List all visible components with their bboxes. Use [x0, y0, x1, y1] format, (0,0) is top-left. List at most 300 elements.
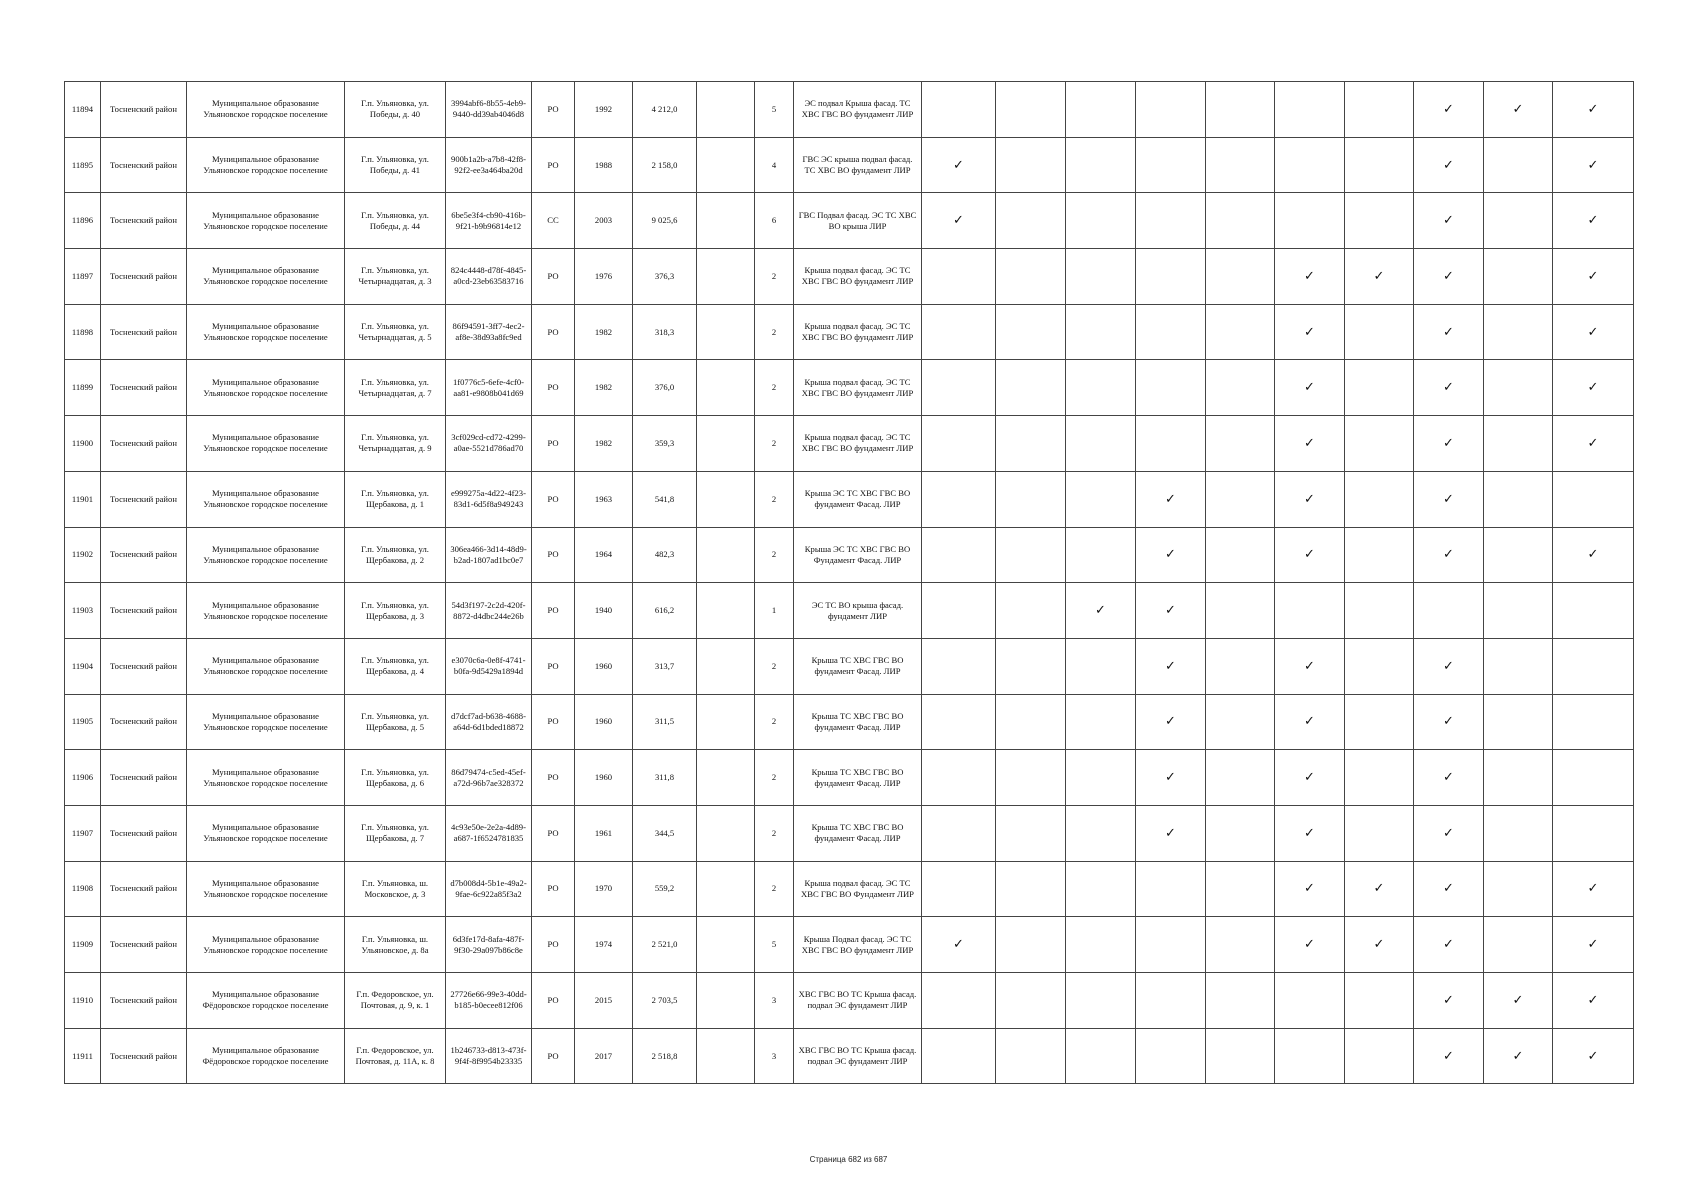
type-cell: РО — [532, 638, 575, 694]
checkmark-icon: ✓ — [1304, 881, 1315, 897]
works-cell: Крыша подвал фасад. ЭС ТС ХВС ГВС ВО фундамент ЛИР — [794, 304, 922, 360]
guid-cell: 54d3f197-2c2d-420f-8872-d4dbc244e26b — [446, 583, 532, 639]
check-cell-7 — [1345, 973, 1414, 1029]
checkmark-icon: ✓ — [1304, 825, 1315, 841]
row-id-cell: 11909 — [65, 917, 101, 973]
check-cell-4 — [1136, 416, 1206, 472]
area-cell: 344,5 — [633, 805, 697, 861]
district-cell: Тосненский район — [101, 694, 187, 750]
address-cell: Г.п. Ульяновка, ш. Ульяновское, д. 8а — [345, 917, 446, 973]
district-cell: Тосненский район — [101, 750, 187, 806]
check-cell-4 — [1136, 82, 1206, 138]
district-cell: Тосненский район — [101, 527, 187, 583]
check-cell-1 — [922, 360, 996, 416]
area-cell: 318,3 — [633, 304, 697, 360]
year-cell: 1970 — [575, 861, 633, 917]
check-cell-8 — [1414, 638, 1484, 694]
empty-cell — [697, 1028, 755, 1084]
empty-cell — [697, 304, 755, 360]
check-cell-8 — [1414, 861, 1484, 917]
address-cell: Г.п. Ульяновка, ул. Четырнадцатая, д. 9 — [345, 416, 446, 472]
check-cell-2 — [996, 249, 1066, 305]
area-cell: 313,7 — [633, 638, 697, 694]
checkmark-icon: ✓ — [1443, 992, 1454, 1008]
floors-cell: 2 — [755, 750, 794, 806]
checkmark-icon: ✓ — [953, 213, 964, 229]
works-cell: Крыша подвал фасад. ЭС ТС ХВС ГВС ВО фундамент ЛИР — [794, 360, 922, 416]
municipality-cell: Муниципальное образование Ульяновское городское поселение — [187, 750, 345, 806]
guid-cell: d7b008d4-5b1e-49a2-9fae-6c922a85f3a2 — [446, 861, 532, 917]
address-cell: Г.п. Ульяновка, ул. Щербакова, д. 1 — [345, 471, 446, 527]
row-id-cell: 11900 — [65, 416, 101, 472]
floors-cell: 2 — [755, 471, 794, 527]
checkmark-icon: ✓ — [1373, 937, 1385, 953]
district-cell: Тосненский район — [101, 304, 187, 360]
floors-cell: 1 — [755, 583, 794, 639]
address-cell: Г.п. Ульяновка, ул. Щербакова, д. 6 — [345, 750, 446, 806]
checkmark-icon: ✓ — [1512, 1048, 1524, 1064]
address-cell: Г.п. Ульяновка, ш. Московское, д. 3 — [345, 861, 446, 917]
municipality-cell: Муниципальное образование Ульяновское городское поселение — [187, 82, 345, 138]
municipality-cell: Муниципальное образование Ульяновское городское поселение — [187, 861, 345, 917]
check-cell-1 — [922, 416, 996, 472]
year-cell: 1963 — [575, 471, 633, 527]
works-cell: Крыша подвал фасад. ЭС ТС ХВС ГВС ВО Фундамент ЛИР — [794, 861, 922, 917]
district-cell: Тосненский район — [101, 917, 187, 973]
check-cell-5 — [1206, 750, 1275, 806]
checkmark-icon: ✓ — [1587, 937, 1599, 953]
checkmark-icon: ✓ — [1165, 714, 1176, 730]
checkmark-icon: ✓ — [1304, 435, 1315, 451]
guid-cell: 86d79474-c5ed-45ef-a72d-96b7ae328372 — [446, 750, 532, 806]
works-cell: ГВС Подвал фасад. ЭС ТС ХВС ВО крыша ЛИР — [794, 193, 922, 249]
checkmark-icon: ✓ — [1095, 603, 1106, 619]
district-cell: Тосненский район — [101, 416, 187, 472]
row-id-cell: 11895 — [65, 137, 101, 193]
type-cell: РО — [532, 861, 575, 917]
empty-cell — [697, 750, 755, 806]
type-cell: РО — [532, 527, 575, 583]
check-cell-2 — [996, 527, 1066, 583]
type-cell: РО — [532, 694, 575, 750]
row-id-cell: 11896 — [65, 193, 101, 249]
district-cell: Тосненский район — [101, 360, 187, 416]
works-cell: Крыша ТС ХВС ГВС ВО фундамент Фасад. ЛИР — [794, 750, 922, 806]
check-cell-7 — [1345, 527, 1414, 583]
table-row — [65, 694, 1634, 750]
checkmark-icon: ✓ — [1304, 937, 1315, 953]
type-cell: РО — [532, 137, 575, 193]
check-cell-7 — [1345, 861, 1414, 917]
check-cell-2 — [996, 638, 1066, 694]
check-cell-7 — [1345, 360, 1414, 416]
check-cell-10 — [1553, 750, 1634, 806]
guid-cell: 306ea466-3d14-48d9-b2ad-1807ad1bc0e7 — [446, 527, 532, 583]
table-row — [65, 304, 1634, 360]
check-cell-6 — [1275, 638, 1345, 694]
municipality-cell: Муниципальное образование Ульяновское городское поселение — [187, 527, 345, 583]
checkmark-icon: ✓ — [1587, 881, 1599, 897]
year-cell: 1982 — [575, 416, 633, 472]
check-cell-2 — [996, 861, 1066, 917]
check-cell-10 — [1553, 193, 1634, 249]
table-row — [65, 805, 1634, 861]
check-cell-4 — [1136, 861, 1206, 917]
row-id-cell: 11898 — [65, 304, 101, 360]
check-cell-1 — [922, 973, 996, 1029]
checkmark-icon: ✓ — [1165, 770, 1176, 786]
check-cell-9 — [1484, 583, 1553, 639]
check-cell-6 — [1275, 750, 1345, 806]
row-id-cell: 11908 — [65, 861, 101, 917]
checkmark-icon: ✓ — [953, 157, 964, 173]
row-id-cell: 11901 — [65, 471, 101, 527]
check-cell-2 — [996, 360, 1066, 416]
check-cell-10 — [1553, 471, 1634, 527]
check-cell-6 — [1275, 249, 1345, 305]
check-cell-9 — [1484, 694, 1553, 750]
row-id-cell: 11910 — [65, 973, 101, 1029]
check-cell-10 — [1553, 416, 1634, 472]
floors-cell: 5 — [755, 917, 794, 973]
check-cell-1 — [922, 304, 996, 360]
check-cell-7 — [1345, 304, 1414, 360]
checkmark-icon: ✓ — [1587, 157, 1599, 173]
checkmark-icon: ✓ — [1304, 658, 1315, 674]
floors-cell: 2 — [755, 249, 794, 305]
check-cell-7 — [1345, 471, 1414, 527]
check-cell-5 — [1206, 861, 1275, 917]
address-cell: Г.п. Ульяновка, ул. Четырнадцатая, д. 5 — [345, 304, 446, 360]
check-cell-8 — [1414, 694, 1484, 750]
check-cell-8 — [1414, 583, 1484, 639]
check-cell-5 — [1206, 694, 1275, 750]
floors-cell: 2 — [755, 360, 794, 416]
check-cell-9 — [1484, 416, 1553, 472]
check-cell-2 — [996, 805, 1066, 861]
type-cell: РО — [532, 360, 575, 416]
check-cell-2 — [996, 304, 1066, 360]
type-cell: РО — [532, 583, 575, 639]
address-cell: Г.п. Ульяновка, ул. Щербакова, д. 4 — [345, 638, 446, 694]
check-cell-7 — [1345, 583, 1414, 639]
check-cell-1 — [922, 471, 996, 527]
check-cell-2 — [996, 471, 1066, 527]
check-cell-4 — [1136, 304, 1206, 360]
municipality-cell: Муниципальное образование Ульяновское городское поселение — [187, 304, 345, 360]
works-cell: ЭС ТС ВО крыша фасад. фундамент ЛИР — [794, 583, 922, 639]
district-cell: Тосненский район — [101, 249, 187, 305]
check-cell-2 — [996, 973, 1066, 1029]
checkmark-icon: ✓ — [1165, 603, 1176, 619]
type-cell: РО — [532, 917, 575, 973]
check-cell-10 — [1553, 861, 1634, 917]
address-cell: Г.п. Ульяновка, ул. Победы, д. 40 — [345, 82, 446, 138]
check-cell-6 — [1275, 694, 1345, 750]
floors-cell: 2 — [755, 694, 794, 750]
district-cell: Тосненский район — [101, 973, 187, 1029]
check-cell-9 — [1484, 638, 1553, 694]
area-cell: 2 518,8 — [633, 1028, 697, 1084]
check-cell-5 — [1206, 583, 1275, 639]
check-cell-4 — [1136, 360, 1206, 416]
table-row — [65, 193, 1634, 249]
check-cell-5 — [1206, 471, 1275, 527]
type-cell: СС — [532, 193, 575, 249]
check-cell-8 — [1414, 137, 1484, 193]
year-cell: 1940 — [575, 583, 633, 639]
check-cell-6 — [1275, 1028, 1345, 1084]
check-cell-4 — [1136, 249, 1206, 305]
empty-cell — [697, 416, 755, 472]
check-cell-1 — [922, 694, 996, 750]
row-id-cell: 11907 — [65, 805, 101, 861]
checkmark-icon: ✓ — [1443, 213, 1454, 229]
check-cell-2 — [996, 917, 1066, 973]
check-cell-10 — [1553, 360, 1634, 416]
area-cell: 311,8 — [633, 750, 697, 806]
check-cell-10 — [1553, 1028, 1634, 1084]
check-cell-6 — [1275, 805, 1345, 861]
check-cell-2 — [996, 694, 1066, 750]
empty-cell — [697, 137, 755, 193]
empty-cell — [697, 82, 755, 138]
check-cell-7 — [1345, 416, 1414, 472]
address-cell: Г.п. Ульяновка, ул. Щербакова, д. 3 — [345, 583, 446, 639]
check-cell-6 — [1275, 82, 1345, 138]
check-cell-2 — [996, 750, 1066, 806]
guid-cell: 1b246733-d813-473f-9f4f-8f9954b23335 — [446, 1028, 532, 1084]
table-row — [65, 527, 1634, 583]
guid-cell: 3cf029cd-cd72-4299-a0ae-5521d786ad70 — [446, 416, 532, 472]
guid-cell: 1f0776c5-6efe-4cf0-aa81-e9808b041d69 — [446, 360, 532, 416]
check-cell-9 — [1484, 471, 1553, 527]
check-cell-6 — [1275, 137, 1345, 193]
checkmark-icon: ✓ — [1587, 992, 1599, 1008]
year-cell: 1976 — [575, 249, 633, 305]
check-cell-2 — [996, 1028, 1066, 1084]
table-row — [65, 638, 1634, 694]
type-cell: РО — [532, 416, 575, 472]
check-cell-10 — [1553, 82, 1634, 138]
row-id-cell: 11905 — [65, 694, 101, 750]
guid-cell: 824c4448-d78f-4845-a0cd-23eb63583716 — [446, 249, 532, 305]
check-cell-5 — [1206, 1028, 1275, 1084]
floors-cell: 5 — [755, 82, 794, 138]
check-cell-7 — [1345, 638, 1414, 694]
check-cell-5 — [1206, 249, 1275, 305]
check-cell-4 — [1136, 973, 1206, 1029]
checkmark-icon: ✓ — [1373, 881, 1385, 897]
guid-cell: 6d3fe17d-8afa-487f-9f30-29a097b86c8e — [446, 917, 532, 973]
municipality-cell: Муниципальное образование Ульяновское городское поселение — [187, 694, 345, 750]
table-row — [65, 82, 1634, 138]
check-cell-5 — [1206, 193, 1275, 249]
type-cell: РО — [532, 249, 575, 305]
check-cell-9 — [1484, 304, 1553, 360]
area-cell: 559,2 — [633, 861, 697, 917]
check-cell-3 — [1066, 1028, 1136, 1084]
check-cell-6 — [1275, 360, 1345, 416]
year-cell: 1988 — [575, 137, 633, 193]
check-cell-3 — [1066, 973, 1136, 1029]
area-cell: 2 158,0 — [633, 137, 697, 193]
check-cell-10 — [1553, 917, 1634, 973]
check-cell-3 — [1066, 360, 1136, 416]
checkmark-icon: ✓ — [1443, 881, 1454, 897]
works-cell: Крыша ТС ХВС ГВС ВО фундамент Фасад. ЛИР — [794, 694, 922, 750]
check-cell-1 — [922, 137, 996, 193]
checkmark-icon: ✓ — [1443, 435, 1454, 451]
checkmark-icon: ✓ — [1165, 825, 1176, 841]
address-cell: Г.п. Ульяновка, ул. Победы, д. 41 — [345, 137, 446, 193]
year-cell: 1992 — [575, 82, 633, 138]
check-cell-3 — [1066, 527, 1136, 583]
year-cell: 1974 — [575, 917, 633, 973]
area-cell: 482,3 — [633, 527, 697, 583]
check-cell-3 — [1066, 304, 1136, 360]
municipality-cell: Муниципальное образование Ульяновское городское поселение — [187, 471, 345, 527]
municipality-cell: Муниципальное образование Ульяновское городское поселение — [187, 917, 345, 973]
check-cell-6 — [1275, 416, 1345, 472]
works-cell: Крыша ТС ХВС ГВС ВО фундамент Фасад. ЛИР — [794, 638, 922, 694]
check-cell-8 — [1414, 249, 1484, 305]
table-row — [65, 750, 1634, 806]
check-cell-6 — [1275, 583, 1345, 639]
check-cell-4 — [1136, 193, 1206, 249]
check-cell-9 — [1484, 750, 1553, 806]
works-cell: Крыша ЭС ТС ХВС ГВС ВО Фундамент Фасад. ЛИР — [794, 527, 922, 583]
table-row — [65, 137, 1634, 193]
table-row — [65, 471, 1634, 527]
check-cell-8 — [1414, 360, 1484, 416]
type-cell: РО — [532, 750, 575, 806]
empty-cell — [697, 249, 755, 305]
works-cell: Крыша подвал фасад. ЭС ТС ХВС ГВС ВО фундамент ЛИР — [794, 416, 922, 472]
type-cell: РО — [532, 1028, 575, 1084]
address-cell: Г.п. Ульяновка, ул. Четырнадцатая, д. 7 — [345, 360, 446, 416]
district-cell: Тосненский район — [101, 471, 187, 527]
empty-cell — [697, 861, 755, 917]
empty-cell — [697, 527, 755, 583]
year-cell: 2003 — [575, 193, 633, 249]
address-cell: Г.п. Ульяновка, ул. Щербакова, д. 5 — [345, 694, 446, 750]
checkmark-icon: ✓ — [1587, 547, 1599, 563]
check-cell-4 — [1136, 583, 1206, 639]
guid-cell: 900b1a2b-a7b8-42f8-92f2-ee3a464ba20d — [446, 137, 532, 193]
checkmark-icon: ✓ — [1443, 1048, 1454, 1064]
row-id-cell: 11911 — [65, 1028, 101, 1084]
check-cell-4 — [1136, 471, 1206, 527]
area-cell: 2 703,5 — [633, 973, 697, 1029]
check-cell-2 — [996, 193, 1066, 249]
year-cell: 1961 — [575, 805, 633, 861]
checkmark-icon: ✓ — [1443, 268, 1454, 284]
check-cell-10 — [1553, 137, 1634, 193]
checkmark-icon: ✓ — [1165, 547, 1176, 563]
check-cell-4 — [1136, 137, 1206, 193]
area-cell: 376,0 — [633, 360, 697, 416]
works-cell: Крыша подвал фасад. ЭС ТС ХВС ГВС ВО фундамент ЛИР — [794, 249, 922, 305]
row-id-cell: 11894 — [65, 82, 101, 138]
check-cell-1 — [922, 82, 996, 138]
check-cell-7 — [1345, 917, 1414, 973]
check-cell-7 — [1345, 1028, 1414, 1084]
area-cell: 2 521,0 — [633, 917, 697, 973]
type-cell: РО — [532, 304, 575, 360]
check-cell-2 — [996, 416, 1066, 472]
checkmark-icon: ✓ — [1304, 770, 1315, 786]
check-cell-4 — [1136, 750, 1206, 806]
check-cell-6 — [1275, 861, 1345, 917]
check-cell-10 — [1553, 304, 1634, 360]
guid-cell: 86f94591-3ff7-4ec2-af8e-38d93a8fc9ed — [446, 304, 532, 360]
checkmark-icon: ✓ — [1512, 101, 1524, 117]
works-cell: ХВС ГВС ВО ТС Крыша фасад. подвал ЭС фундамент ЛИР — [794, 1028, 922, 1084]
type-cell: РО — [532, 973, 575, 1029]
checkmark-icon: ✓ — [1443, 157, 1454, 173]
district-cell: Тосненский район — [101, 805, 187, 861]
check-cell-9 — [1484, 805, 1553, 861]
year-cell: 1960 — [575, 638, 633, 694]
check-cell-10 — [1553, 638, 1634, 694]
checkmark-icon: ✓ — [1443, 324, 1454, 340]
district-cell: Тосненский район — [101, 82, 187, 138]
floors-cell: 2 — [755, 416, 794, 472]
checkmark-icon: ✓ — [1587, 213, 1599, 229]
checkmark-icon: ✓ — [1587, 268, 1599, 284]
check-cell-3 — [1066, 416, 1136, 472]
checkmark-icon: ✓ — [1443, 714, 1454, 730]
table-row — [65, 583, 1634, 639]
guid-cell: 6be5e3f4-cb90-416b-9f21-b9b96814e12 — [446, 193, 532, 249]
table-row — [65, 1028, 1634, 1084]
checkmark-icon: ✓ — [1587, 435, 1599, 451]
check-cell-4 — [1136, 805, 1206, 861]
check-cell-6 — [1275, 917, 1345, 973]
area-cell: 541,8 — [633, 471, 697, 527]
address-cell: Г.п. Ульяновка, ул. Щербакова, д. 2 — [345, 527, 446, 583]
row-id-cell: 11902 — [65, 527, 101, 583]
floors-cell: 4 — [755, 137, 794, 193]
check-cell-1 — [922, 527, 996, 583]
check-cell-1 — [922, 249, 996, 305]
check-cell-4 — [1136, 1028, 1206, 1084]
works-cell: Крыша ЭС ТС ХВС ГВС ВО фундамент Фасад. ЛИР — [794, 471, 922, 527]
check-cell-4 — [1136, 638, 1206, 694]
checkmark-icon: ✓ — [1443, 825, 1454, 841]
area-cell: 4 212,0 — [633, 82, 697, 138]
check-cell-1 — [922, 1028, 996, 1084]
empty-cell — [697, 583, 755, 639]
works-cell: ХВС ГВС ВО ТС Крыша фасад. подвал ЭС фундамент ЛИР — [794, 973, 922, 1029]
table-row — [65, 416, 1634, 472]
municipality-cell: Муниципальное образование Ульяновское городское поселение — [187, 805, 345, 861]
guid-cell: 27726e66-99e3-40dd-b185-b0ecee812f06 — [446, 973, 532, 1029]
municipality-cell: Муниципальное образование Ульяновское городское поселение — [187, 416, 345, 472]
check-cell-2 — [996, 137, 1066, 193]
check-cell-7 — [1345, 694, 1414, 750]
check-cell-6 — [1275, 193, 1345, 249]
check-cell-3 — [1066, 137, 1136, 193]
check-cell-5 — [1206, 805, 1275, 861]
check-cell-9 — [1484, 360, 1553, 416]
check-cell-10 — [1553, 805, 1634, 861]
check-cell-8 — [1414, 471, 1484, 527]
check-cell-2 — [996, 583, 1066, 639]
empty-cell — [697, 973, 755, 1029]
floors-cell: 2 — [755, 638, 794, 694]
